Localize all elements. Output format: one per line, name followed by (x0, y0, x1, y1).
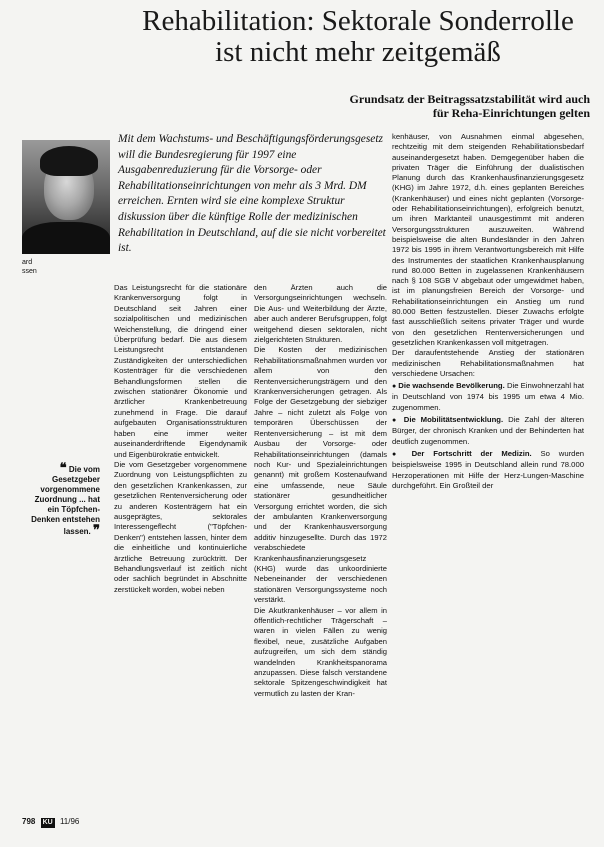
quote-close-icon: ❞ (93, 522, 100, 537)
bullet-text: Die Zahl der älteren Bürger, der chronisch Kranken und der Behinderten hat deutlich zugenommen. (392, 415, 584, 446)
headline-line-1: Rehabilitation: Sektorale Sonderrolle (142, 5, 574, 37)
paragraph: Die vom Gesetzgeber vorgenommene Zuordnung von Leistungspflichten zu den gesetzlichen Krankenkassen, zur gesetzlichen Rentenversicherung oder zu anderen Kostenträgern hat ein ausgeprägtes, sektorales Interessengeflecht ("Töpfchen-Denken") entstehen lassen, hinter dem die einheitliche und kontinuierliche ärztliche Betreuung zurücktritt. Der Behandlungsverlauf ist zeitlich nicht oder sachlich begründet in Abschnitte zerstückelt worden, wobei neben (114, 459, 247, 594)
bullet-heading: Die Mobilitätsentwicklung. (403, 415, 504, 425)
bullet-heading: Der Fortschritt der Medizin. (411, 448, 532, 458)
journal-logo: KU (42, 819, 53, 826)
author-photo-hair-shape (40, 146, 98, 176)
pull-quote-text: Die vom Gesetzgeber vorgenommene Zuordnung ... hat ein Töpfchen-Denken entstehen lassen. (31, 465, 100, 536)
photo-caption: ard ssen (22, 259, 37, 275)
bullet-heading: Die wachsende Bevölkerung. (398, 381, 505, 391)
paragraph: kenhäuser, von Ausnahmen einmal abgesehen, rechtzeitig mit dem steigenden Rehabilitationsbedarf auseinandergesetzt haben. Demgegenüber haben die privaten Träger die Einführung der dualistischen Planung durch das Krankenhausfinanzierungsgesetz (KHG) im Jahre 1972, d.h. eines geplanten Bereiches (Krankenhäuser) und eines nicht geplanten (Vorsorge- oder Rehabilitationseinrichtungen), erfolgreich benutzt, um ihren Marktanteil unausgestimmt mit anderen Versorgungsstrukturen auszuweiten. Während beispielsweise die alten Bundesländer in den Jahren 1972 bis 1995 in ihrem Verantwortungsbereich mit Hilfe des Instrumentes der staatlichen Krankenhausplanung rund 80.000 Betten in zugelassenen Krankenhäusern nach § 108 SGB V abgebaut oder umgewidmet haben, ist im planungsfreien Bereich der Vorsorge- und Rehabilitationseinrichtungen ein Anstieg um rund 80.000 Betten festzustellen. Dieser Zuwachs erfolgte fast ausschließlich seitens privater Träger und wurde von den gesetzlichen Rentenversicherungen und gesetzlichen Krankenkassen voll mitgetragen. (392, 132, 584, 347)
subheadline-line-1: Grundsatz der Beitragssatzstabilität wird auch (349, 92, 590, 106)
body-column-3 (392, 132, 584, 491)
body-column-1 (114, 283, 247, 595)
bullet-item (392, 415, 584, 447)
paragraph: Das Leistungsrecht für die stationäre Krankenversorgung folgt in Deutschland seit Jahren einer sozialpolitischen und medizinischen Weichenstellung, die dringend einer Überprüfung bedarf. Die aus diesem Leistungsrecht entstandenen Zuständigkeiten der unterschiedlichen Kostenträger für die verschiedenen Behandlungsformen stellen die zwischen stationärer Ökonomie und ärztlicher Krankenbetreuung zunehmend in Frage. Die darauf aufgebauten Organisationsstrukturen haben eine immer weiter auseinanderdriftende Eigendynamik und Eigenbürokratie entwickelt. (114, 283, 247, 459)
headline (118, 6, 598, 68)
paragraph: den Ärzten auch die Versorgungseinrichtungen wechseln. Die Aus- und Weiterbildung der Ärzte, aber auch anderer Berufsgruppen, folgt weitgehend diesen sektoralen, nicht zielgerichteten Strukturen. (254, 283, 387, 345)
subheadline-line-2: für Reha-Einrichtungen gelten (432, 106, 590, 120)
lead-paragraph: Mit dem Wachstums- und Beschäftigungsförderungsgesetz will die Bundesregierung für 1997 eine Ausgabenreduzierung für die Vorsorge- oder Rehabilitationseinrichtungen von mehr als 3 Mrd. DM erreichen. Ernten wird sie eine komplexe Struktur diskussion über die künftige Rolle der medizinischen Rehabilitation in Deutschland, auf die sie nicht vorbereitet ist. (118, 133, 386, 255)
author-photo (22, 140, 110, 254)
bullet-text: Die Einwohnerzahl hat in Deutschland von 1974 bis 1995 um etwa 4 Mio. zugenommen. (392, 381, 584, 412)
author-photo-body-shape (22, 222, 110, 254)
paragraph: Die Kosten der medizinischen Rehabilitationsmaßnahmen wurden vor allem von den Rentenversicherungsträgern und den Krankenversicherungen getragen. Als Folge der Gesetzgebung der siebziger Jahre – nicht zuletzt als Folge von temporären Überschüssen der Rentenversicherung – ist mit dem Ausbau der Vorsorge- oder Rehabilitationseinrichtungen (damals noch Kur- und Spezialeinrichtungen genannt) mit großem Kostenaufwand eine umfassende, neue Säule stationärer gesundheitlicher Versorgung errichtet worden, die sich der ambulanten Krankenversorgung und der Krankenhausversorgung additiv hinzugesellte. Durch das 1972 verabschiedete Krankenhausfinanzierungsgesetz (KHG) wurde das unkoordinierte Nebeneinander der verschiedenen stationären Versorgungssysteme noch verstärkt. (254, 345, 387, 605)
subheadline (150, 92, 590, 120)
paragraph: Der daraufentstehende Anstieg der stationären medizinischen Rehabilitationsmaßnahmen hat verschiedene Ursachen: (392, 348, 584, 378)
issue-number: 11/96 (59, 817, 80, 826)
body-column-2 (254, 283, 387, 699)
paragraph: Die Akutkrankenhäuser – vor allem in öffentlich-rechtlicher Trägerschaft – waren in vielen Fällen zu wenig flexibel, neue, zusätzliche Aufgaben aufzugreifen, um sich dem ständig wandelnden Krankheitspanorama anzupassen. Diese falsch verstandene sektorale Spitzengeschwindigkeit hat vermutlich zu lasten der Kran- (254, 605, 387, 698)
pull-quote (22, 460, 100, 537)
quote-open-icon: ❝ (59, 460, 67, 475)
bullet-item (392, 449, 584, 491)
page-footer (22, 815, 79, 829)
bullet-item (392, 381, 584, 413)
page-number: 798 (22, 817, 36, 826)
bullet-text: So wurden beispielsweise 1995 in Deutschland allein rund 78.000 Herzoperationen mit Hilfe der Herz-Lungen-Maschine durchgeführt. Ein Großteil der (392, 448, 584, 490)
headline-line-2: ist nicht mehr zeitgemäß (215, 36, 501, 68)
